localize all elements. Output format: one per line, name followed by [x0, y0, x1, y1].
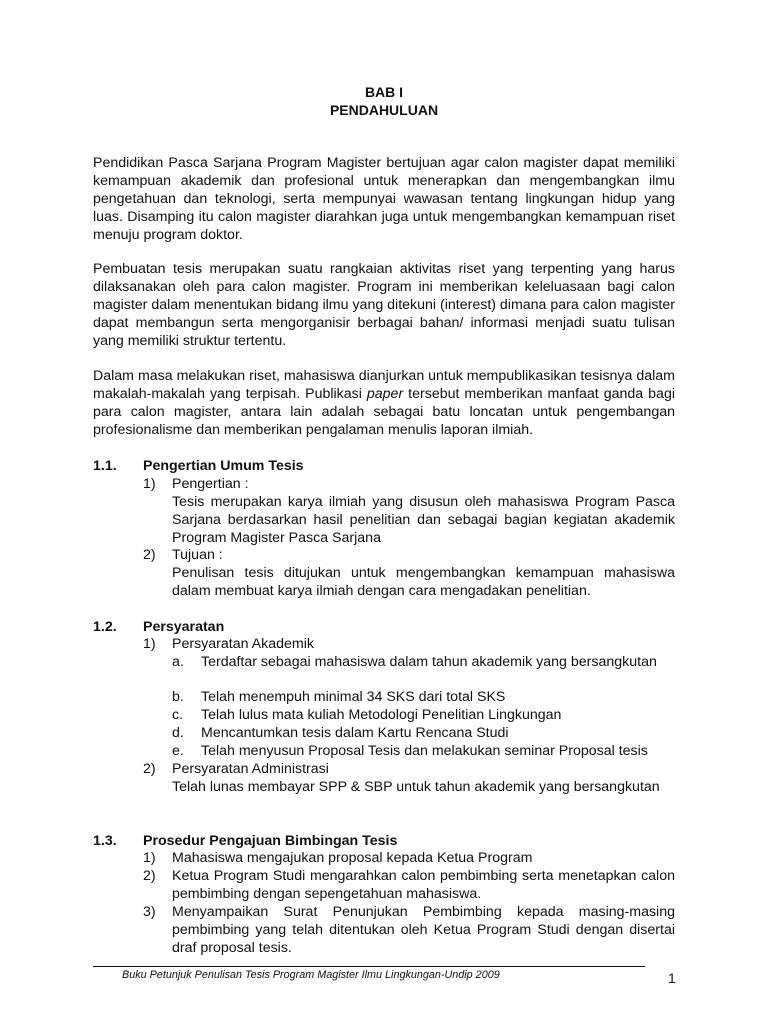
list-item-label: Persyaratan Administrasi: [172, 761, 329, 777]
list-marker: 2): [143, 761, 156, 777]
chapter-title: PENDAHULUAN: [329, 102, 439, 118]
sub-list-marker: c.: [172, 707, 184, 723]
footer-caption: Buku Petunjuk Penulisan Tesis Program Magister Ilmu Lingkungan-Undip 2009: [122, 969, 500, 981]
list-item-label: Tujuan :: [172, 547, 223, 563]
list-marker: 1): [143, 476, 156, 492]
section-title: Prosedur Pengajuan Bimbingan Tesis: [143, 833, 398, 849]
sub-list-marker: b.: [172, 689, 184, 705]
footer-rule: [93, 966, 645, 967]
list-marker: 1): [143, 850, 156, 866]
section-title: Pengertian Umum Tesis: [143, 458, 304, 474]
list-item-text: Ketua Program Studi mengarahkan calon pembimbing serta menetapkan calon pembimbing dengan sepengetahuan mahasiswa.: [172, 868, 675, 902]
sub-list-marker: e.: [172, 743, 184, 759]
list-marker: 1): [143, 636, 156, 652]
section-number: 1.2.: [93, 619, 117, 635]
list-item-label: Persyaratan Akademik: [172, 636, 314, 652]
list-item-text: Mahasiswa mengajukan proposal kepada Ketua Program: [172, 850, 533, 866]
sub-list-text: Telah lulus mata kuliah Metodologi Penelitian Lingkungan: [201, 707, 562, 723]
italic-term: paper: [366, 385, 404, 402]
document-page: BAB I PENDAHULUAN Pendidikan Pasca Sarjana Program Magister bertujuan agar calon magister dapat memiliki kemampuan akademik dan profesional untuk menerapkan dan mengembangkan ilmu pengetahuan dan teknologi, serta mempunyai wawasan tentang lingkungan hidup yang luas. Disamping itu calon magister diarahkan juga untuk mengembangkan kemampuan riset menuju program doktor. Pembuatan tesis merupakan suatu rangkaian aktivitas riset yang terpenting yang harus dilaksanakan oleh para calon magister. Program ini memberikan keleluasaan bagi calon magister dalam menentukan bidang ilmu yang ditekuni (interest) dimana para calon magister dapat membangun serta mengorganisir berbagai bahan/ informasi menjadi suatu tulisan yang memiliki struktur tertentu. Dalam masa melakukan riset, mahasiswa dianjurkan untuk mempublikasikan tesisnya dalam makalah-makalah yang terpisah. Publikasi paper tersebut memberikan manfaat ganda bagi para calon magister, antara lain adalah sebagai batu loncatan untuk pengembangan profesionalisme dan memberikan pengalaman menulis laporan ilmiah. 1.1. Pengertian Umum Tesis 1) Pengertian : Tesis merupakan karya ilmiah yang disusun oleh mahasiswa Program Pasca Sarjana berdasarkan hasil penelitian dan sebagai bagian kegiatan akademik Program Magister Pasca Sarjana 2) Tujuan : Penulisan tesis ditujukan untuk mengembangkan kemampuan mahasiswa dalam membuat karya ilmiah dengan cara mengadakan penelitian. 1.2. Persyaratan 1) Persyaratan Akademik a. Terdaftar sebagai mahasiswa dalam tahun akademik yang bersangkutan b. Telah menempuh minimal 34 SKS dari total SKS c. Telah lulus mata kuliah Metodologi Penelitian Lingkungan d. Mencantumkan tesis dalam Kartu Rencana Studi e. Telah menyusun Proposal Tesis dan melakukan seminar Proposal tesis 2) Persyaratan Administrasi Telah lunas membayar SPP & SBP untuk tahun akademik yang bersangkutan 1.3. Prosedur Pengajuan Bimbingan Tesis 1) Mahasiswa mengajukan proposal kepada Ketua Program 2) Ketua Program Studi mengarahkan calon pembimbing serta menetapkan calon pembimbing dengan sepengetahuan mahasiswa. 3) Menyampaikan Surat Penunjukan Pembimbing kepada masing-masing pembimbing yang telah ditentukan oleh Ketua Program Studi dengan disertai draf proposal tesis. Buku Petunjuk Penulisan Tesis Program Magister Ilmu Lingkungan-Undip 2009 1: [0, 0, 768, 1024]
chapter-number: BAB I: [364, 84, 404, 100]
sub-list-marker: d.: [172, 725, 184, 741]
sub-list-marker: a.: [172, 654, 184, 670]
intro-paragraph-1: Pendidikan Pasca Sarjana Program Magister bertujuan agar calon magister dapat memiliki kemampuan akademik dan profesional untuk menerapkan dan mengembangkan ilmu pengetahuan dan teknologi, serta mempunyai wawasan tentang lingkungan hidup yang luas. Disamping itu calon magister diarahkan juga untuk mengembangkan kemampuan riset menuju program doktor.: [93, 155, 675, 243]
sub-list-text: Mencantumkan tesis dalam Kartu Rencana Studi: [201, 725, 509, 741]
list-item-label: Pengertian :: [172, 476, 249, 492]
list-marker: 2): [143, 868, 156, 884]
sub-list-text: Terdaftar sebagai mahasiswa dalam tahun akademik yang bersangkutan: [201, 654, 657, 670]
intro-paragraph-2: Pembuatan tesis merupakan suatu rangkaian aktivitas riset yang terpenting yang harus dilaksanakan oleh para calon magister. Program ini memberikan keleluasaan bagi calon magister dalam menentukan bidang ilmu yang ditekuni (interest) dimana para calon magister dapat membangun serta mengorganisir berbagai bahan/ informasi menjadi suatu tulisan yang memiliki struktur tertentu.: [93, 261, 675, 349]
section-number: 1.3.: [93, 833, 117, 849]
list-marker: 2): [143, 547, 156, 563]
list-item-text: Menyampaikan Surat Penunjukan Pembimbing kepada masing-masing pembimbing yang telah ditentukan oleh Ketua Program Studi dengan disertai draf proposal tesis.: [172, 904, 675, 956]
page-number: 1: [668, 970, 676, 986]
section-title: Persyaratan: [143, 619, 225, 635]
sub-list-text: Telah menempuh minimal 34 SKS dari total SKS: [201, 689, 506, 705]
list-marker: 3): [143, 904, 156, 920]
intro-paragraph-3: Dalam masa melakukan riset, mahasiswa dianjurkan untuk mempublikasikan tesisnya dalam makalah-makalah yang terpisah. Publikasi paper tersebut memberikan manfaat ganda bagi para calon magister, antara lain adalah sebagai batu loncatan untuk pengembangan profesionalisme dan memberikan pengalaman menulis laporan ilmiah.: [93, 368, 675, 438]
sub-list-text: Telah menyusun Proposal Tesis dan melakukan seminar Proposal tesis: [201, 743, 648, 759]
section-number: 1.1.: [93, 458, 117, 474]
